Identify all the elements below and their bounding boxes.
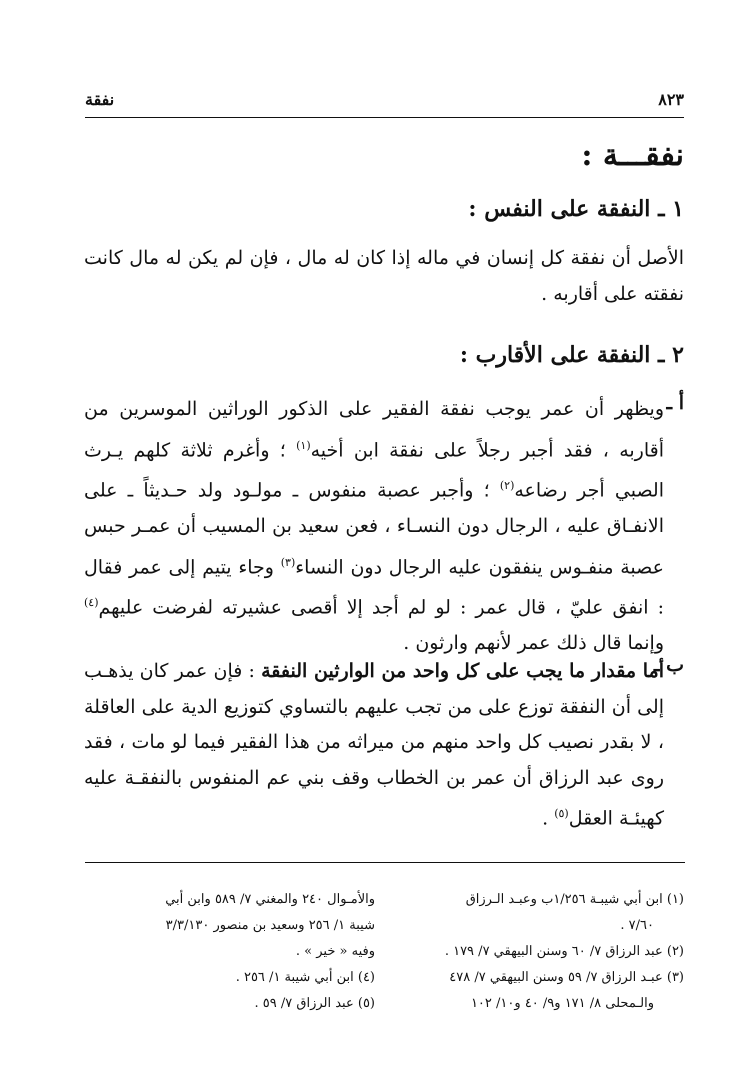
section-1-paragraph: الأصل أن نفقة كل إنسان في ماله إذا كان له مال ، فإن لم يكن له مال كانت نفقته على أقاربه . bbox=[84, 247, 684, 305]
footnote-ref: (١) bbox=[296, 438, 311, 452]
header-rule bbox=[85, 117, 684, 118]
page-number: ٨٢٣ bbox=[658, 90, 684, 109]
running-header bbox=[85, 90, 684, 114]
footnotes-right-column bbox=[384, 887, 684, 1017]
section-1-heading: ١ ـ النفقة على النفس : bbox=[468, 196, 684, 222]
footnote-line: (١) ابن أبي شيبـة ١/٢٥٦ب وعبـد الـرزاق bbox=[465, 892, 684, 907]
footnote-line: (٢) عبد الرزاق ٧/ ٦٠ وسنن البيهقي ٧/ ١٧٩ . bbox=[444, 944, 684, 959]
item-b-body bbox=[84, 654, 664, 837]
footnote-line: (٤) ابن أبي شيبة ١/ ٢٥٦ . bbox=[235, 970, 375, 985]
item-b-label: ب ـ bbox=[653, 654, 684, 676]
item-a-text: ؛ وأغرم ثلاثة كلهم يـرث الصبي أجر رضاعه bbox=[84, 438, 664, 502]
footnote-line: والأمـوال ٢٤٠ والمغني ٧/ ٥٨٩ وابن أبي bbox=[165, 892, 375, 907]
item-a-text: وإنما قال ذلك عمر لأنهم وارثون . bbox=[403, 632, 664, 655]
footnote-line: شيبة ١/ ٢٥٦ وسعيد بن منصور ٣/٣/١٣٠ bbox=[165, 918, 375, 933]
footnote-line: وفيه « خير » . bbox=[295, 944, 375, 959]
running-title: نفقة bbox=[85, 90, 115, 109]
item-a-body bbox=[84, 392, 664, 662]
footnote-ref: (٤) bbox=[84, 596, 99, 610]
footnote-ref: (٣) bbox=[280, 555, 296, 569]
chapter-title: نفقـــة : bbox=[581, 138, 684, 173]
footnote-rule bbox=[85, 862, 685, 863]
item-a-text: ويظهر أن عمر يوجب نفقة الفقير على الذكور الوراثين الموسرين من أقاربه ، فقد أجبر رجلاً على نفقة ابن أخيه bbox=[84, 398, 664, 461]
section-2-heading: ٢ ـ النفقة على الأقارب : bbox=[459, 342, 684, 368]
item-a-label: أ ـ bbox=[666, 392, 684, 414]
item-a-text: وجاء يتيم إلى عمر فقال : انفق عليّ ، قال عمر : لو لم أجد إلا أقصى عشيرته لفرضت عليهم bbox=[84, 555, 664, 619]
footnote-line: والـمحلى ٨/ ١٧١ و٩/ ٤٠ و١٠/ ١٠٢ bbox=[470, 996, 654, 1011]
footnote-ref: (٥) bbox=[554, 807, 569, 820]
item-b-lead: أما مقدار ما يجب على كل واحد من الوارثين النفقة bbox=[261, 660, 664, 682]
item-a-text: ؛ وأجبر عصبة منفوس ـ مولـود ولد حـديثاً ـ على الانفـاق عليه ، الرجال دون النسـاء ، فعن سعيد بن المسيب أن عمـر حبس عصبة منفـوس ينفقون عليه الرجال دون النساء bbox=[84, 479, 664, 578]
footnote-line: ٧/٦٠ . bbox=[620, 918, 654, 933]
footnotes-left-column bbox=[85, 887, 375, 1017]
section-1-body bbox=[84, 240, 684, 312]
item-b-text: : فإن عمر كان يذهـب إلى أن النفقة توزع على من تجب عليهم بالتساوي كتوزيع الدية على العاقلة ، لا بقدر نصيب كل واحد منهم من ميراثه من هذا الفقير فيما لو مات ، فقد روى عبد الرزاق أن عمر بن الخطاب وقف بني عم المنفوس بالنفقـة عليه كهيئـة العقل bbox=[84, 660, 664, 830]
footnote-line: (٥) عبد الرزاق ٧/ ٥٩ . bbox=[254, 996, 375, 1011]
footnote-ref: (٢) bbox=[499, 479, 515, 493]
item-b-text: . bbox=[542, 807, 555, 830]
footnote-line: (٣) عبـد الرزاق ٧/ ٥٩ وسنن البيهقي ٧/ ٤٧٨ bbox=[449, 970, 684, 985]
